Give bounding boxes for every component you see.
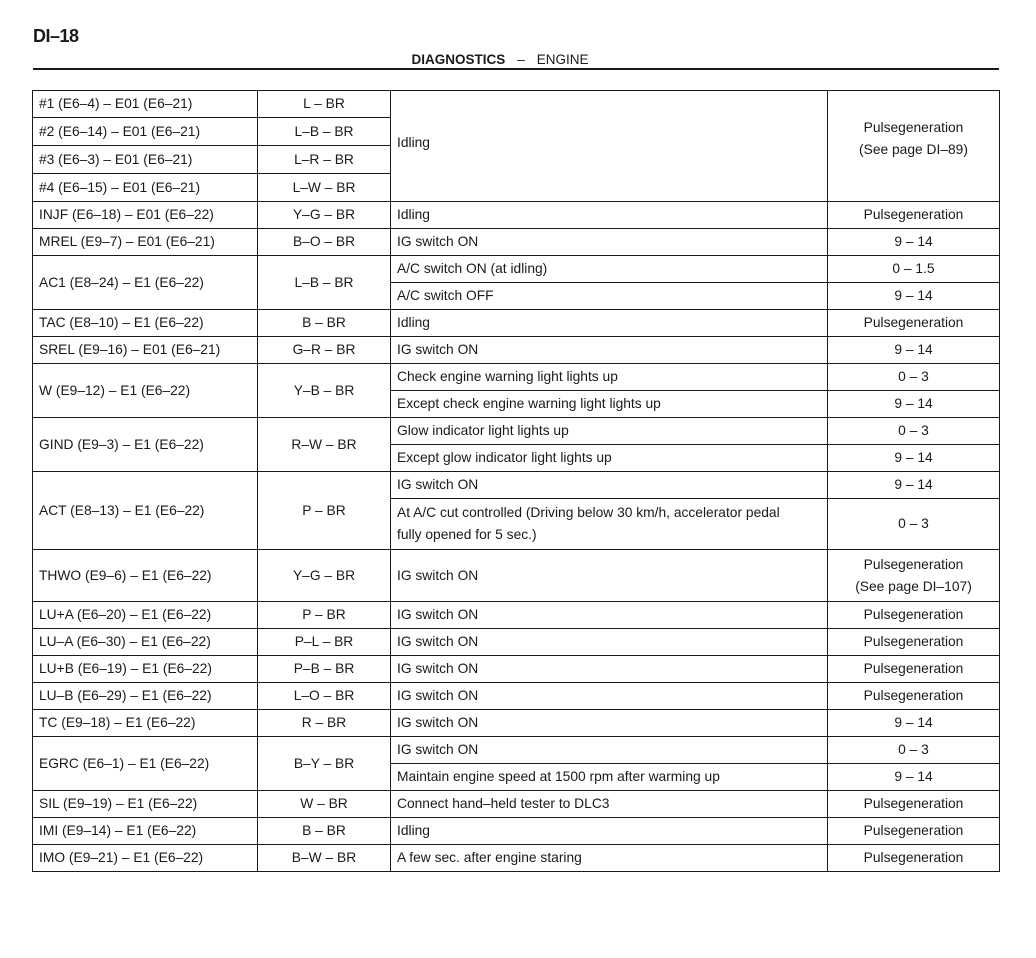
- condition-cell: IG switch ON: [391, 337, 828, 364]
- section-separator: –: [517, 52, 525, 67]
- spec-cell: Pulsegeneration: [828, 791, 1000, 818]
- table-row: [33, 602, 1000, 629]
- table-row: [33, 202, 1000, 229]
- condition-cell: IG switch ON: [391, 629, 828, 656]
- table-row: [33, 364, 1000, 391]
- condition-text: Idling: [397, 135, 430, 150]
- spec-cell: Pulsegeneration: [828, 845, 1000, 872]
- spec-cell: 0 – 3: [828, 418, 1000, 445]
- table-row: [33, 310, 1000, 337]
- header-rule: [33, 68, 999, 70]
- spec-cell: 9 – 14: [828, 283, 1000, 310]
- wiring-color-cell: P – BR: [258, 602, 391, 629]
- spec-cell: 9 – 14: [828, 337, 1000, 364]
- terminal-cell: LU+B (E6–19) – E1 (E6–22): [33, 656, 258, 683]
- page-number: DI–18: [33, 26, 79, 46]
- terminal-cell: TAC (E8–10) – E1 (E6–22): [33, 310, 258, 337]
- terminal-cell: #3 (E6–3) – E01 (E6–21): [33, 146, 258, 174]
- spec-cell: 9 – 14: [828, 229, 1000, 256]
- wiring-color-cell: G–R – BR: [258, 337, 391, 364]
- table-row: [33, 418, 1000, 445]
- spec-cell: 9 – 14: [828, 445, 1000, 472]
- wiring-color-cell: Y–G – BR: [258, 202, 391, 229]
- table-row: [33, 791, 1000, 818]
- terminal-cell: LU+A (E6–20) – E1 (E6–22): [33, 602, 258, 629]
- wiring-color-cell: P – BR: [258, 472, 391, 550]
- spec-cell: Pulsegeneration: [828, 202, 1000, 229]
- wiring-color-cell: W – BR: [258, 791, 391, 818]
- section-title: DIAGNOSTICS: [411, 52, 506, 67]
- table-row: [33, 91, 1000, 118]
- terminal-cell: MREL (E9–7) – E01 (E6–21): [33, 229, 258, 256]
- terminal-cell: THWO (E9–6) – E1 (E6–22): [33, 550, 258, 602]
- spec-cell: Pulsegeneration: [828, 656, 1000, 683]
- spec-text: Pulsegeneration: [863, 556, 964, 572]
- spec-cell: Pulsegeneration: [828, 629, 1000, 656]
- table-row: [33, 472, 1000, 499]
- wiring-color-cell: R–W – BR: [258, 418, 391, 472]
- terminal-cell: LU–A (E6–30) – E1 (E6–22): [33, 629, 258, 656]
- table-row: [33, 710, 1000, 737]
- spec-cell: 0 – 3: [828, 737, 1000, 764]
- condition-cell: IG switch ON: [391, 683, 828, 710]
- terminal-cell: GIND (E9–3) – E1 (E6–22): [33, 418, 258, 472]
- table-row: [33, 550, 1000, 602]
- wiring-color-cell: L – BR: [258, 91, 391, 118]
- terminal-cell: IMI (E9–14) – E1 (E6–22): [33, 818, 258, 845]
- condition-cell: Maintain engine speed at 1500 rpm after warming up: [391, 764, 828, 791]
- spec-cell: [828, 550, 1000, 602]
- terminal-voltage-table: [32, 90, 1000, 872]
- spec-note: (See page DI–89): [859, 142, 968, 157]
- wiring-color-cell: L–R – BR: [258, 146, 391, 174]
- condition-cell: A few sec. after engine staring: [391, 845, 828, 872]
- terminal-cell: IMO (E9–21) – E1 (E6–22): [33, 845, 258, 872]
- wiring-color-cell: B – BR: [258, 818, 391, 845]
- condition-cell: At A/C cut controlled (Driving below 30 km/h, accelerator pedal fully opened for 5 sec.): [391, 499, 828, 550]
- condition-cell: IG switch ON: [391, 472, 828, 499]
- terminal-cell: SREL (E9–16) – E01 (E6–21): [33, 337, 258, 364]
- terminal-cell: #4 (E6–15) – E01 (E6–21): [33, 174, 258, 202]
- table-row: [33, 256, 1000, 283]
- wiring-color-cell: L–W – BR: [258, 174, 391, 202]
- spec-cell: 9 – 14: [828, 472, 1000, 499]
- condition-cell: IG switch ON: [391, 550, 828, 602]
- wiring-color-cell: P–L – BR: [258, 629, 391, 656]
- condition-cell: A/C switch OFF: [391, 283, 828, 310]
- spec-note: (See page DI–107): [855, 578, 972, 594]
- terminal-cell: TC (E9–18) – E1 (E6–22): [33, 710, 258, 737]
- wiring-color-cell: L–O – BR: [258, 683, 391, 710]
- table-row: [33, 656, 1000, 683]
- table-row: [33, 229, 1000, 256]
- terminal-cell: #2 (E6–14) – E01 (E6–21): [33, 118, 258, 146]
- condition-cell: Except glow indicator light lights up: [391, 445, 828, 472]
- terminal-cell: #1 (E6–4) – E01 (E6–21): [33, 91, 258, 118]
- spec-cell: 0 – 3: [828, 364, 1000, 391]
- condition-cell: Idling: [391, 818, 828, 845]
- wiring-color-cell: Y–G – BR: [258, 550, 391, 602]
- terminal-cell: EGRC (E6–1) – E1 (E6–22): [33, 737, 258, 791]
- condition-cell: Except check engine warning light lights up: [391, 391, 828, 418]
- spec-cell: [828, 91, 1000, 202]
- terminal-cell: ACT (E8–13) – E1 (E6–22): [33, 472, 258, 550]
- condition-cell: Connect hand–held tester to DLC3: [391, 791, 828, 818]
- wiring-color-cell: B–Y – BR: [258, 737, 391, 791]
- wiring-color-cell: L–B – BR: [258, 256, 391, 310]
- spec-cell: Pulsegeneration: [828, 818, 1000, 845]
- table-row: [33, 818, 1000, 845]
- condition-cell: IG switch ON: [391, 710, 828, 737]
- wiring-color-cell: B–W – BR: [258, 845, 391, 872]
- section-header: [0, 52, 1000, 67]
- terminal-cell: W (E9–12) – E1 (E6–22): [33, 364, 258, 418]
- subsection-title: ENGINE: [536, 52, 589, 67]
- condition-cell: IG switch ON: [391, 602, 828, 629]
- table-row: [33, 737, 1000, 764]
- spec-cell: Pulsegeneration: [828, 602, 1000, 629]
- terminal-cell: SIL (E9–19) – E1 (E6–22): [33, 791, 258, 818]
- terminal-cell: INJF (E6–18) – E01 (E6–22): [33, 202, 258, 229]
- condition-cell: Idling: [391, 310, 828, 337]
- spec-text: Pulsegeneration: [863, 120, 964, 135]
- wiring-color-cell: P–B – BR: [258, 656, 391, 683]
- condition-cell: Check engine warning light lights up: [391, 364, 828, 391]
- condition-cell: IG switch ON: [391, 737, 828, 764]
- wiring-color-cell: R – BR: [258, 710, 391, 737]
- wiring-color-cell: L–B – BR: [258, 118, 391, 146]
- spec-cell: 9 – 14: [828, 764, 1000, 791]
- condition-cell: Glow indicator light lights up: [391, 418, 828, 445]
- condition-cell: Idling: [391, 202, 828, 229]
- spec-cell: 9 – 14: [828, 391, 1000, 418]
- wiring-color-cell: B–O – BR: [258, 229, 391, 256]
- spec-cell: 0 – 1.5: [828, 256, 1000, 283]
- spec-cell: Pulsegeneration: [828, 310, 1000, 337]
- table-row: [33, 629, 1000, 656]
- terminal-cell: AC1 (E8–24) – E1 (E6–22): [33, 256, 258, 310]
- condition-cell: IG switch ON: [391, 656, 828, 683]
- condition-cell: [391, 91, 828, 202]
- table-row: [33, 337, 1000, 364]
- table-row: [33, 845, 1000, 872]
- wiring-color-cell: B – BR: [258, 310, 391, 337]
- spec-cell: 0 – 3: [828, 499, 1000, 550]
- spec-cell: Pulsegeneration: [828, 683, 1000, 710]
- condition-cell: A/C switch ON (at idling): [391, 256, 828, 283]
- wiring-color-cell: Y–B – BR: [258, 364, 391, 418]
- condition-cell: IG switch ON: [391, 229, 828, 256]
- terminal-cell: LU–B (E6–29) – E1 (E6–22): [33, 683, 258, 710]
- spec-cell: 9 – 14: [828, 710, 1000, 737]
- table-row: [33, 683, 1000, 710]
